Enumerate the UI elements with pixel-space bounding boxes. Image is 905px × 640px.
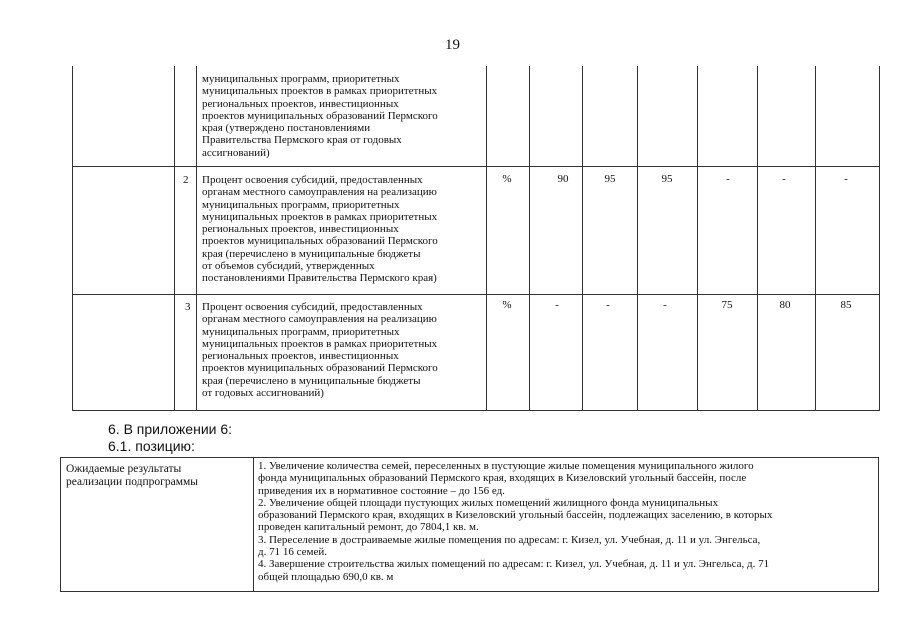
section-heading: 6. В приложении 6: xyxy=(108,421,233,437)
table1-row2-value: - xyxy=(782,173,786,185)
table1-row3-text: Процент освоения субсидий, предоставленных органам местного самоуправления на реализацию муниципальных программ, приоритетных муниципальных проектов в рамках приоритетных региональных проектов, инвестиционных проектов муниципальных образований Пермского края (перечислено в муниципальные бюджеты от годовых ассигнований) xyxy=(202,301,438,400)
table1-row3-value: - xyxy=(555,299,559,311)
table1-row3-unit: % xyxy=(502,299,512,311)
table1-row2-value: 95 xyxy=(604,173,616,185)
table1-row2-text: Процент освоения субсидий, предоставленных органам местного самоуправления на реализацию муниципальных программ, приоритетных муниципальных проектов в рамках приоритетных региональных проектов, инвестиционных проектов муниципальных образований Пермского края (перечислено в муниципальные бюджеты от объемов субсидий, утвержденных постановлениями Правительства Пермского края) xyxy=(202,174,438,285)
table1-col-divider xyxy=(757,66,758,411)
table1-row2-unit: % xyxy=(502,173,512,185)
table1-row3-value: - xyxy=(606,299,610,311)
table1-col-divider xyxy=(486,66,487,411)
table1-row1-text: муниципальных программ, приоритетных муниципальных проектов в рамках приоритетных региональных проектов, инвестиционных проектов муниципальных образований Пермского края (утверждено постановлениями Правительства Пермского края от годовых ассигнований) xyxy=(202,73,438,159)
table1-row3-value: - xyxy=(663,299,667,311)
table1-col-divider xyxy=(637,66,638,411)
table1-right-border xyxy=(879,66,880,411)
table2-results-text: 1. Увеличение количества семей, переселенных в пустующие жилые помещения муниципального жилого фонда муниципальных образований Пермского края, входящих в Кизеловский угольный бассейн, после приведения их в нормативное состояние – до 156 ед. 2. Увеличение общей площади пустующих жилых помещений жилищного фонда муниципальных образований Пермского края, входящих в Кизеловский угольный бассейн, подлежащих заселению, в которых проведен капитальный ремонт, до 7804,1 кв. м. 3. Переселение в достраиваемые жилые помещения по адресам: г. Кизел, ул. Учебная, д. 11 и ул. Энгельса, д. 71 16 семей. 4. Завершение строительства жилых помещений по адресам: г. Кизел, ул. Учебная, д. 11 и ул. Энгельса, д. 71 общей площадью 690,0 кв. м xyxy=(258,460,773,583)
table1-row3-value: 75 xyxy=(721,299,733,311)
table1-row2-value: - xyxy=(726,173,730,185)
subsection-heading: 6.1. позицию: xyxy=(108,438,195,454)
table1-row2-value: 90 xyxy=(557,173,569,185)
table1-row3-number: 3 xyxy=(185,301,191,313)
table1-row-divider xyxy=(72,294,879,295)
table1-bottom-border xyxy=(72,410,879,411)
table1-row3-value: 85 xyxy=(840,299,852,311)
table1-row2-value: 95 xyxy=(661,173,673,185)
table1-row3-value: 80 xyxy=(779,299,791,311)
table1-col-divider xyxy=(697,66,698,411)
table1-col-divider xyxy=(196,66,197,411)
table2-col-divider xyxy=(253,457,254,592)
table2-label: Ожидаемые результаты реализации подпрограммы xyxy=(66,463,199,488)
page-number: 19 xyxy=(445,37,460,53)
table1-row2-number: 2 xyxy=(183,174,189,186)
table1-row-divider xyxy=(72,166,879,167)
table1-col-divider xyxy=(582,66,583,411)
table1-col-divider xyxy=(529,66,530,411)
table1-left-border xyxy=(72,66,73,411)
table1-col-divider xyxy=(815,66,816,411)
table1-row2-value: - xyxy=(844,173,848,185)
table1-col-divider xyxy=(174,66,175,411)
